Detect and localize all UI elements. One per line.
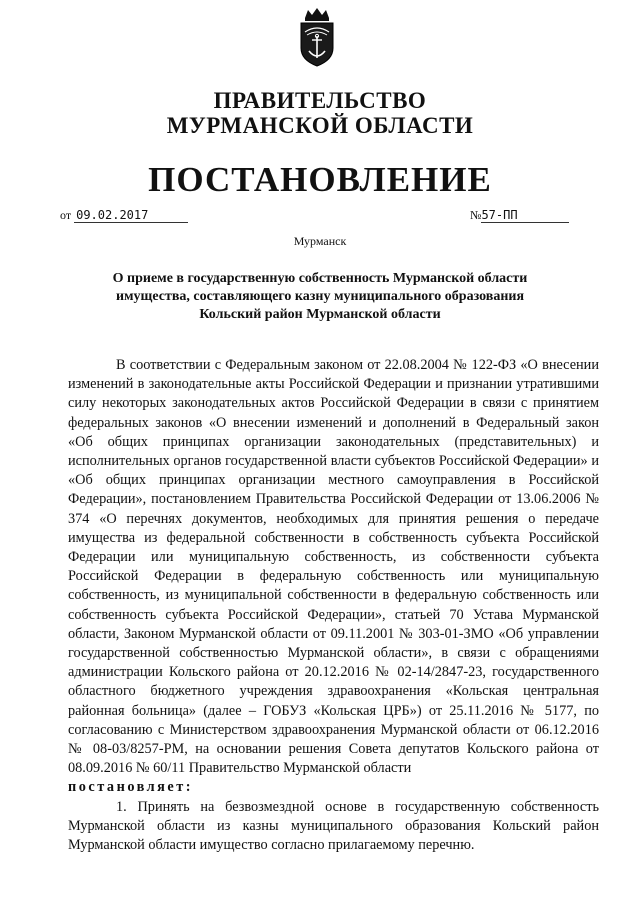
document-body [68,356,599,855]
title-line3: Кольский район Мурманской области [199,307,441,322]
number-value: 57-ПП [481,208,569,223]
org-name-line1: ПРАВИТЕЛЬСТВО [213,88,427,113]
title-line2: имущества, составляющего казну муниципального образования [115,289,525,304]
document-date [60,208,188,223]
city-name: Мурманск [293,234,347,248]
document-title [110,270,530,324]
preamble-paragraph: В соответствии с Федеральным законом от 22.08.2004 № 122-ФЗ «О внесении изменений в законодательные акты Российской Федерации и признании утратившими силу некоторых законодательных актов Российской Федерации в связи с принятием федеральных законов «О внесении изменений и дополнений в Федеральный закон «Об общих принципах организации законодательных (представительных) и исполнительных органов государственной власти субъектов Российской Федерации» и «Об общих принципах организации местного самоуправления в Российской Федерации», постановлением Правительства Российской Федерации от 13.06.2006 № 374 «О перечнях документов, необходимых для принятия решения о передаче имущества из федеральной собственности в собственность субъекта Российской Федерации или муниципальную собственность, из собственности субъекта Российской Федерации в федеральную собственность или муниципальную собственность, из муниципальной собственности в федеральную собственность или собственность субъекта Российской Федерации», статьей 70 Устава Мурманской области, Законом Мурманской области от 09.11.2001 № 303-01-ЗМО «Об управлении государственной собственностью Мурманской области», в связи с обращениями администрации Кольского района от 20.12.2016 № 02-14/2847-23, государственного областного бюджетного учреждения здравоохранения «Кольская центральная районная больница» (далее – ГОБУЗ «Кольская ЦРБ») от 25.11.2016 № 5177, по согласованию с Министерством здравоохранения Мурманской области от 06.12.2016 № 08-03/8257-РМ, на основании решения Совета депутатов Кольского района от 08.09.2016 № 60/11 Правительство Мурманской области [68,357,599,777]
title-line1: О приеме в государственную собственность Мурманской области [112,271,528,286]
resolves-word: постановляет: [68,779,194,796]
document-number [470,208,569,223]
murmansk-coat-of-arms-icon [296,8,338,68]
date-prefix: от [60,208,72,222]
org-name-line2: МУРМАНСКОЙ ОБЛАСТИ [166,113,474,138]
item-1-paragraph: 1. Принять на безвозмездной основе в государственную собственность Мурманской области из казны муниципального образования Кольский район Мурманской области имущество согласно прилагаемому перечню. [68,798,599,854]
number-prefix: № [470,208,482,222]
date-value: 09.02.2017 [74,208,188,223]
document-type: ПОСТАНОВЛЕНИЕ [148,160,492,199]
